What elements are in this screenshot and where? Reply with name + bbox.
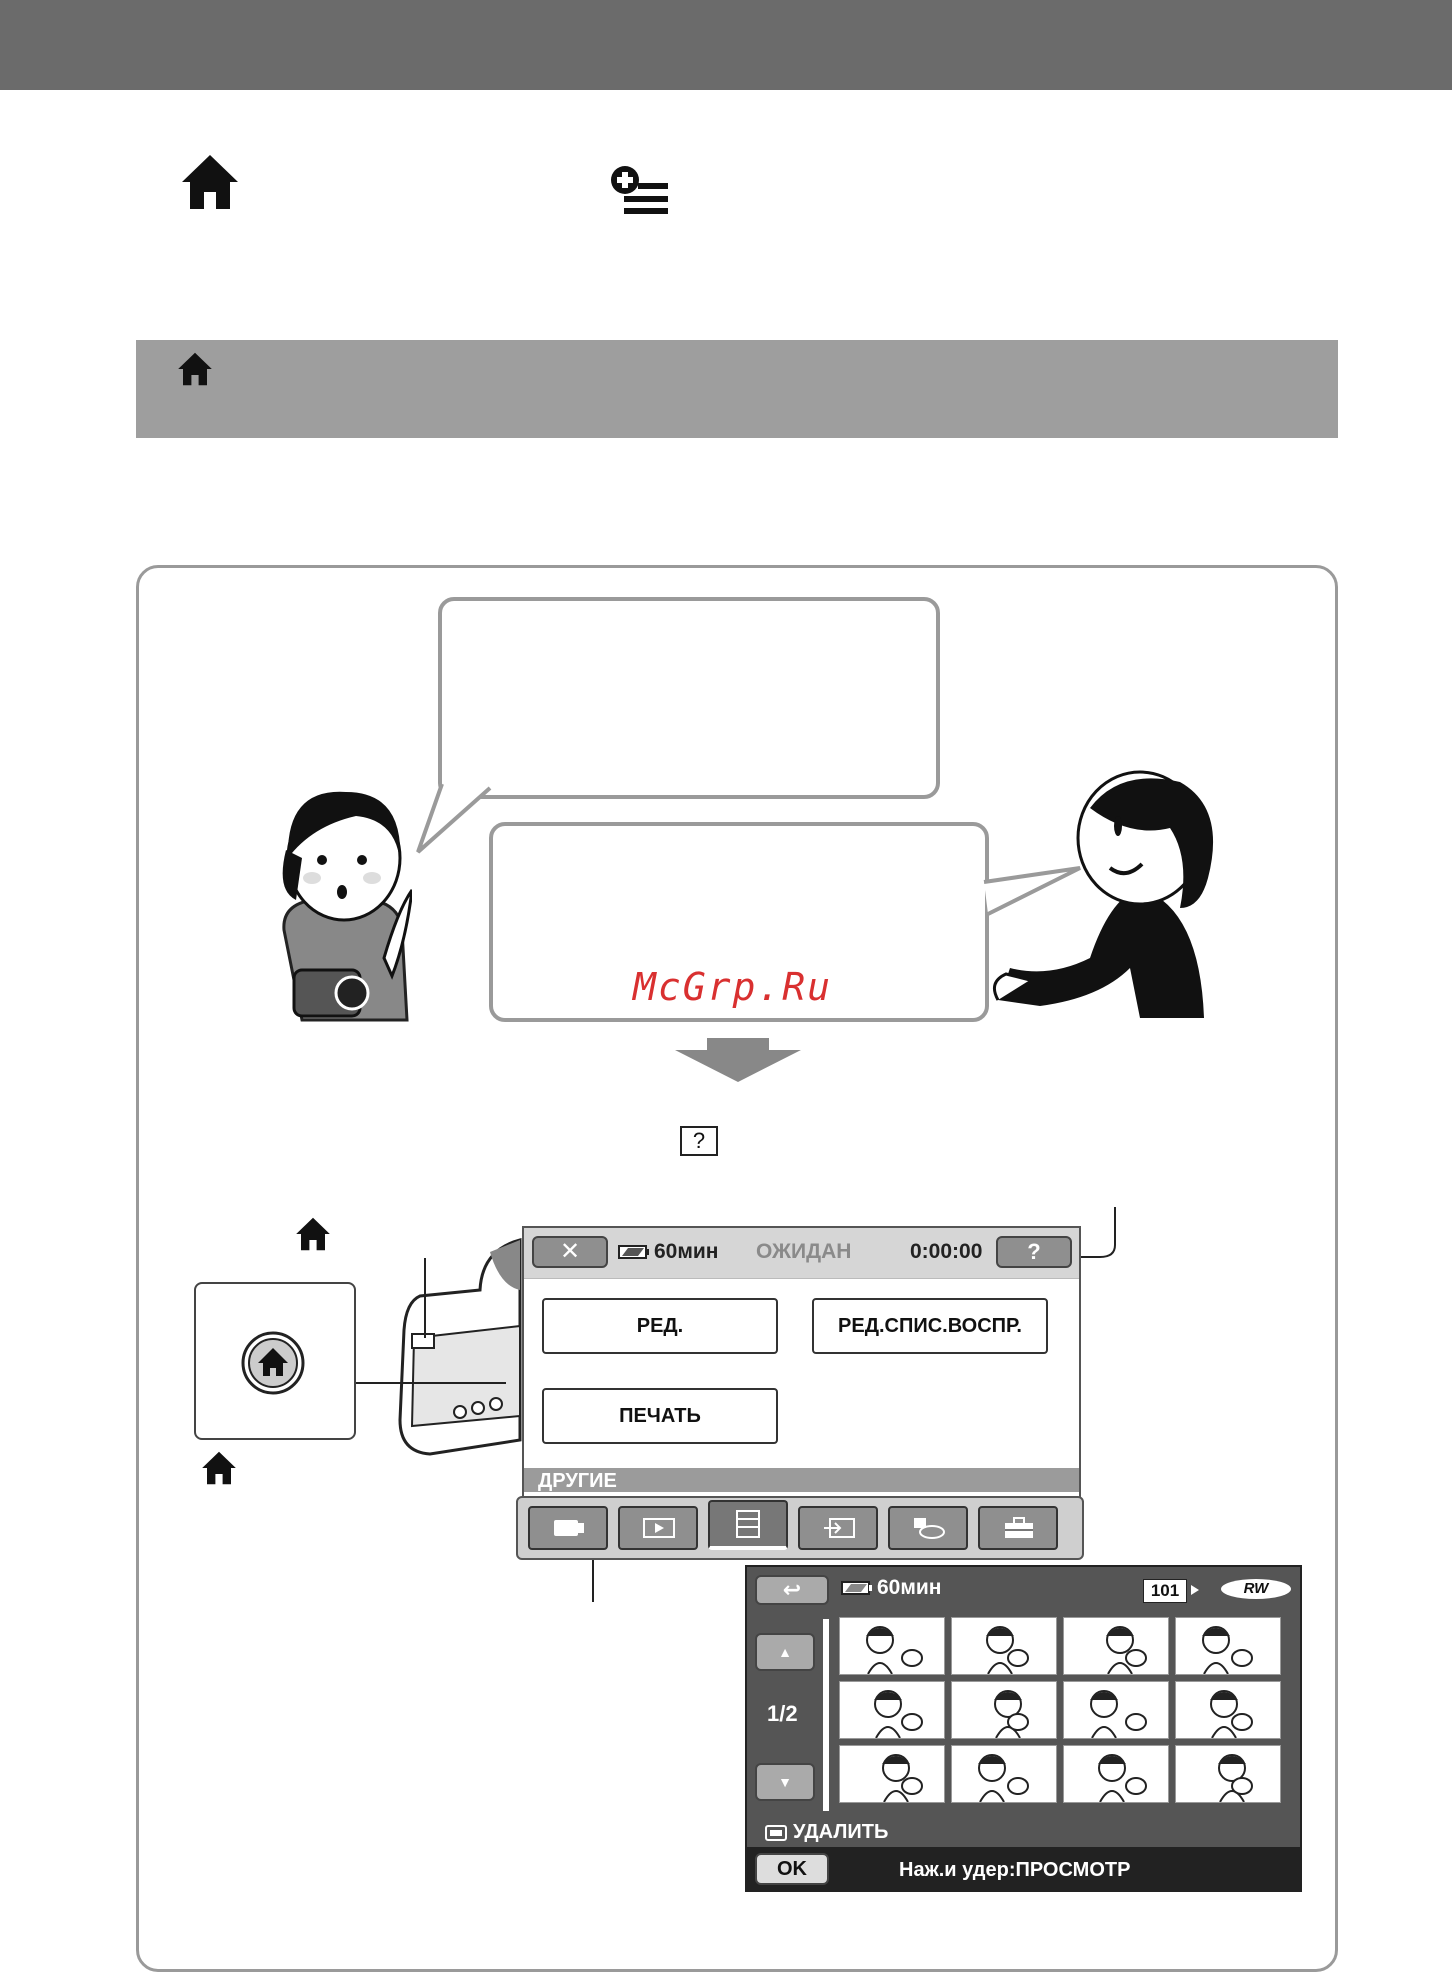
thumbnail[interactable] (1175, 1681, 1281, 1739)
play-small-icon (1189, 1583, 1201, 1597)
scroll-down-button[interactable]: ▼ (755, 1763, 815, 1801)
option-icon (610, 165, 670, 215)
battery-icon (841, 1580, 873, 1596)
thumbnail-image (952, 1746, 1056, 1802)
mode-label: УДАЛИТЬ (793, 1821, 889, 1843)
home-menu-screen (522, 1226, 1081, 1512)
thumbnail[interactable] (839, 1617, 945, 1675)
page-indicator: 1/2 (767, 1701, 798, 1726)
thumbnail[interactable] (1175, 1617, 1281, 1675)
thumbnail[interactable] (839, 1681, 945, 1739)
thumbnail[interactable] (1063, 1681, 1169, 1739)
tab-others[interactable] (708, 1500, 788, 1550)
thumbnail[interactable] (951, 1745, 1057, 1803)
speech-bubble-question (438, 597, 940, 799)
camera-icon (552, 1516, 586, 1540)
thumbnail-image (1064, 1682, 1168, 1738)
others-icon (732, 1510, 766, 1538)
timecode: 0:00:00 (910, 1240, 983, 1263)
battery-remaining: 60мин (654, 1240, 719, 1263)
down-arrow-icon (675, 1038, 801, 1082)
tab-transfer[interactable] (798, 1506, 878, 1550)
tab-playback[interactable] (618, 1506, 698, 1550)
recording-status: ОЖИДАН (756, 1240, 852, 1263)
thumbnail[interactable] (951, 1617, 1057, 1675)
page-header-bar (0, 0, 1452, 90)
edit-button[interactable]: РЕД. (542, 1298, 778, 1354)
thumbnail-image (1064, 1618, 1168, 1674)
ok-button[interactable]: OK (755, 1853, 829, 1885)
home-icon (200, 1450, 238, 1486)
scroll-up-button[interactable]: ▲ (755, 1633, 815, 1671)
battery-icon (618, 1244, 650, 1260)
category-label: ДРУГИЕ (524, 1468, 1079, 1492)
disc-icon (912, 1516, 946, 1540)
thumbnail-image (840, 1746, 944, 1802)
media-type-badge: RW (1221, 1579, 1291, 1599)
play-icon (642, 1516, 676, 1540)
print-button[interactable]: ПЕЧАТЬ (542, 1388, 778, 1444)
folder-number: 101 (1143, 1579, 1187, 1603)
thumbnail-image (952, 1618, 1056, 1674)
delete-mode-icon (765, 1825, 787, 1841)
help-button[interactable]: ? (996, 1236, 1072, 1268)
edit-playlist-button[interactable]: РЕД.СПИС.ВОСПР. (812, 1298, 1048, 1354)
thumbnail-image (1176, 1618, 1280, 1674)
category-tab-bar (516, 1496, 1084, 1560)
thumbnail[interactable] (1063, 1745, 1169, 1803)
section-heading-bar (136, 340, 1338, 438)
callout-line (356, 1382, 506, 1384)
thumbnail-image (840, 1682, 944, 1738)
scrollbar[interactable] (823, 1619, 829, 1811)
home-icon (180, 152, 240, 212)
transfer-icon (822, 1516, 856, 1540)
camcorder-lcd-illustration (370, 1230, 530, 1460)
thumbnail[interactable] (951, 1681, 1057, 1739)
battery-remaining: 60мин (877, 1576, 942, 1599)
thumbnail[interactable] (839, 1745, 945, 1803)
thumbnail[interactable] (1175, 1745, 1281, 1803)
close-button[interactable]: ✕ (532, 1236, 608, 1268)
man-illustration (990, 768, 1240, 1023)
callout-line (592, 1556, 594, 1602)
back-button[interactable]: ↩ (755, 1575, 829, 1605)
watermark-text: McGrp.Ru (633, 965, 833, 1009)
delete-index-screen (745, 1565, 1302, 1892)
home-icon (176, 351, 214, 387)
thumbnail-image (840, 1618, 944, 1674)
woman-illustration (272, 780, 412, 1025)
thumbnail-image (1176, 1682, 1280, 1738)
home-button[interactable] (240, 1330, 306, 1396)
thumbnail-image (1064, 1746, 1168, 1802)
toolbox-icon (1002, 1516, 1036, 1540)
callout-line (424, 1258, 426, 1338)
help-symbol-box: ? (680, 1126, 718, 1156)
thumbnail-image (952, 1682, 1056, 1738)
bubble-tail (412, 780, 492, 860)
tab-disc[interactable] (888, 1506, 968, 1550)
thumbnail[interactable] (1063, 1617, 1169, 1675)
tab-camera[interactable] (528, 1506, 608, 1550)
tab-settings[interactable] (978, 1506, 1058, 1550)
thumbnail-image (1176, 1746, 1280, 1802)
home-icon (294, 1216, 332, 1252)
hint-text: Наж.и удер:ПРОСМОТР (899, 1859, 1131, 1881)
